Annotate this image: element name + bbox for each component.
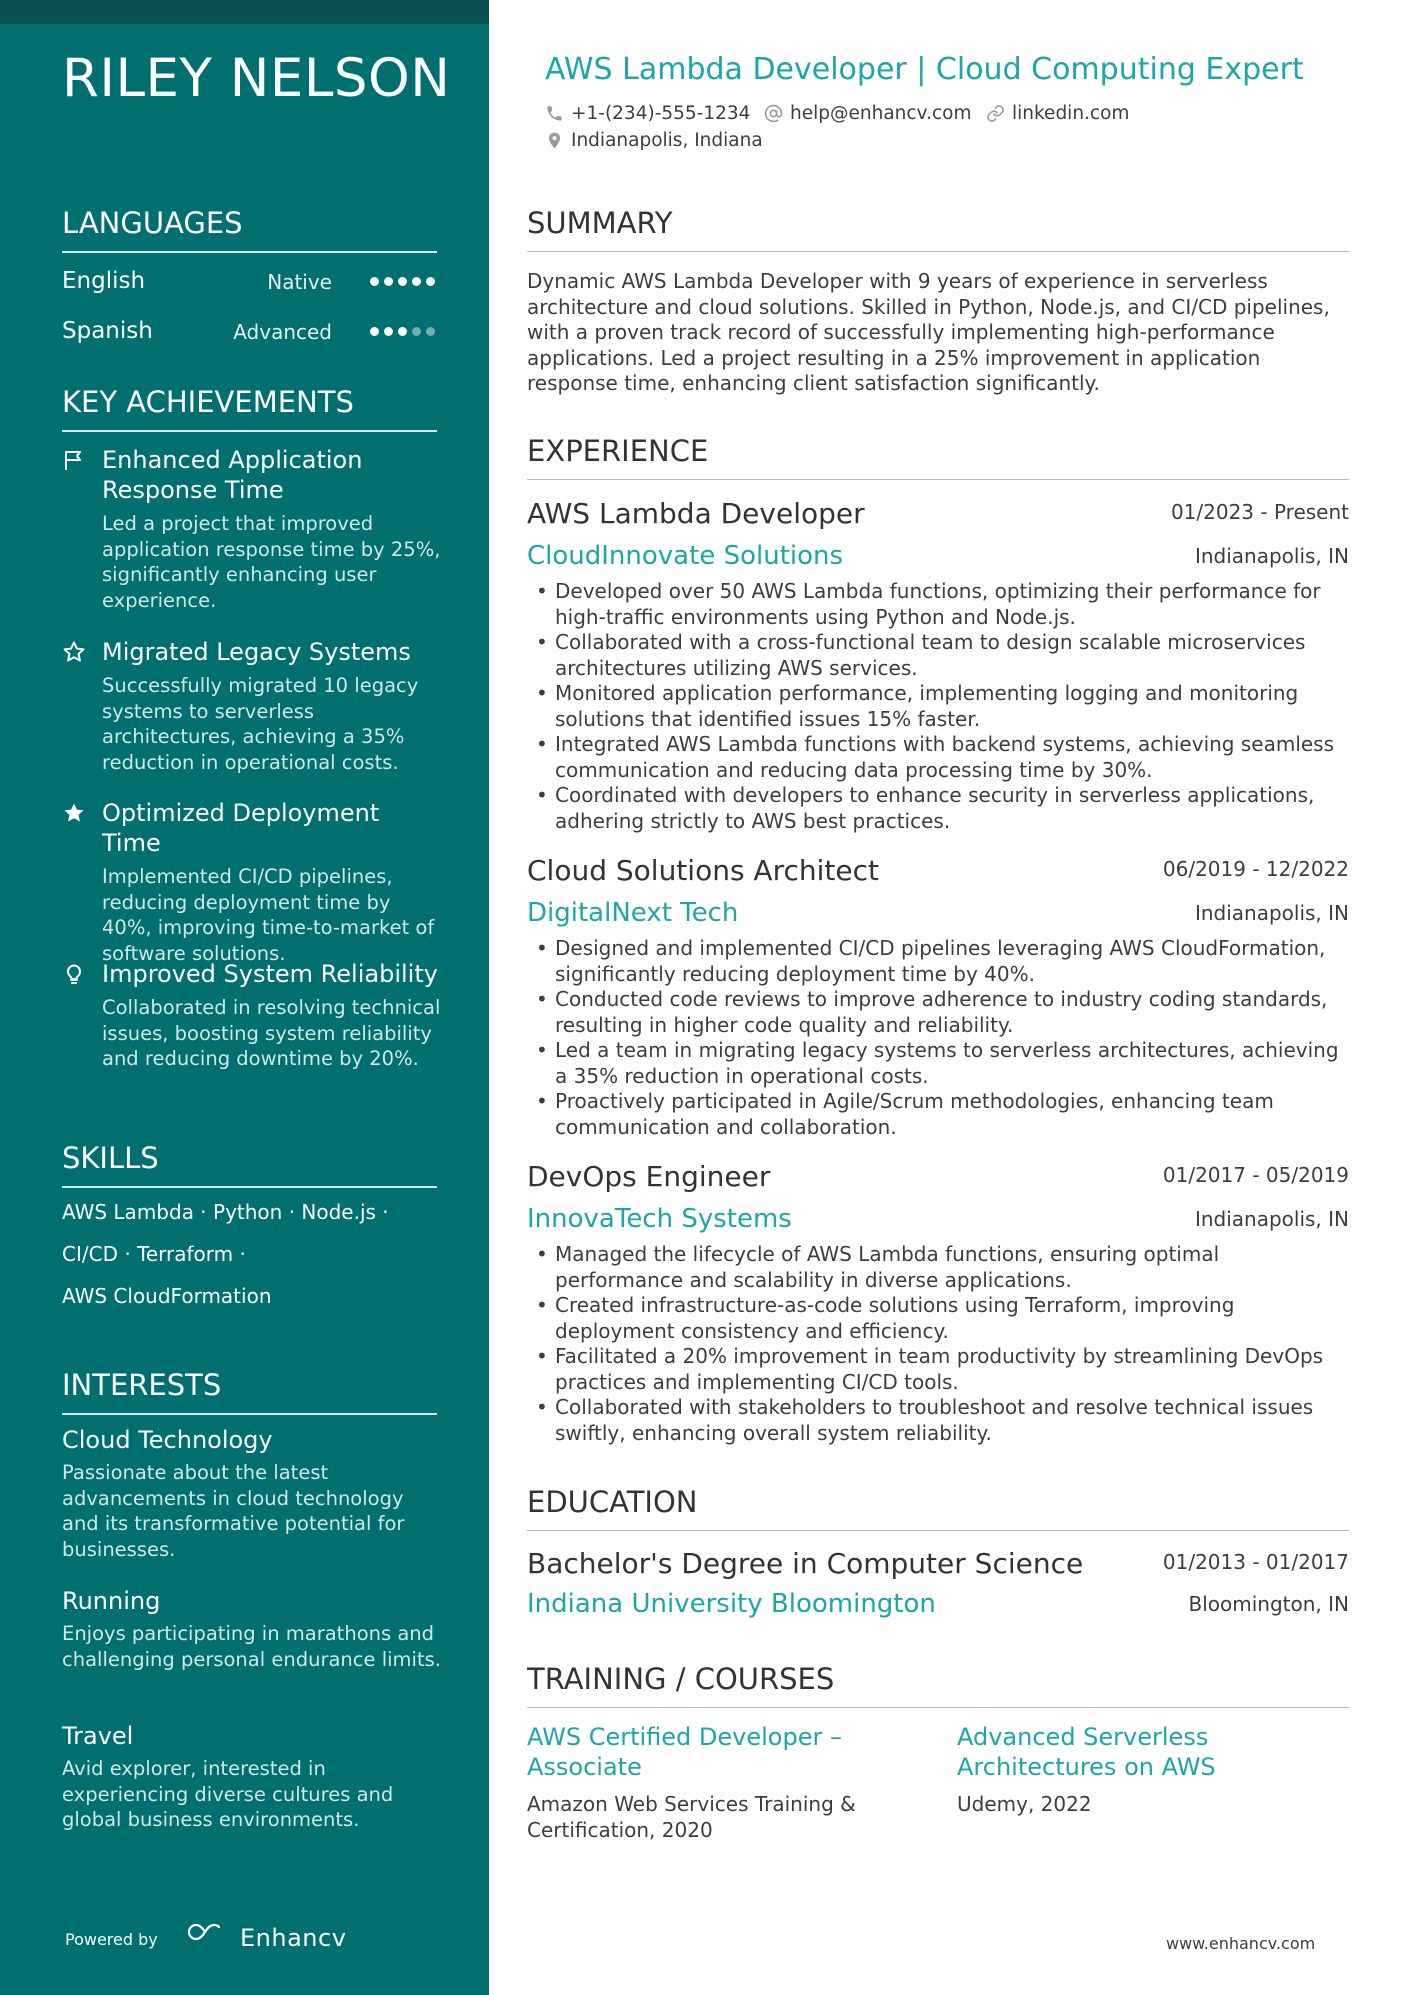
phone-icon (545, 104, 564, 123)
linkedin-text[interactable]: linkedin.com (1012, 103, 1130, 124)
contact-location (545, 130, 763, 151)
job-company: DigitalNext Tech (527, 898, 739, 928)
school-name: Indiana University Bloomington (527, 1589, 936, 1619)
job-bullet: • Managed the lifecycle of AWS Lambda functions, ensuring optimal performance and scalability in diverse applications. (527, 1242, 1349, 1293)
footer-website[interactable]: www.enhancv.com (1166, 1934, 1316, 1953)
sidebar-top-bar (0, 0, 489, 24)
link-icon (986, 104, 1005, 123)
job-bullets (527, 936, 1349, 1140)
phone-text: +1-(234)-555-1234 (571, 103, 751, 124)
job-company: CloudInnovate Solutions (527, 541, 844, 571)
language-name: Spanish (62, 318, 153, 344)
interest-item (62, 1425, 442, 1562)
interest-description: Avid explorer, interested in experiencing diverse cultures and global business environments. (62, 1757, 394, 1831)
interest-item (62, 1721, 442, 1833)
interest-title: Travel (62, 1722, 134, 1750)
job-location: Indianapolis, IN (1194, 544, 1349, 568)
achievement-title: Enhanced Application Response Time (102, 446, 363, 504)
course-provider: Udemy, 2022 (957, 1792, 1092, 1816)
achievement-item (62, 637, 442, 775)
summary-heading: SUMMARY (527, 206, 1349, 252)
location-pin-icon (545, 131, 564, 150)
rating-dot (398, 327, 407, 336)
rating-dot (412, 277, 421, 286)
skills-line: AWS CloudFormation (62, 1284, 272, 1308)
job-bullet: • Monitored application performance, implementing logging and monitoring solutions that identified issues 15% faster. (527, 681, 1349, 732)
rating-dot (426, 327, 435, 336)
achievement-description: Successfully migrated 10 legacy systems to serverless architectures, achieving a 35% reduction in operational costs. (102, 674, 419, 774)
course-title: Advanced Serverless Architectures on AWS (957, 1723, 1216, 1781)
education-heading: EDUCATION (527, 1485, 1349, 1531)
achievement-item (62, 959, 442, 1072)
language-row (62, 318, 437, 348)
job-bullet: • Coordinated with developers to enhance security in serverless applications, adhering strictly to AWS best practices. (527, 783, 1349, 834)
rating-dot (426, 277, 435, 286)
candidate-name: RILEY NELSON (62, 48, 451, 109)
job-dates: 01/2023 - Present (1170, 500, 1349, 524)
sidebar (0, 0, 489, 1995)
course-provider: Amazon Web Services Training & Certification, 2020 (527, 1792, 856, 1842)
enhancv-logo-icon[interactable] (185, 1920, 225, 1944)
contact-email[interactable] (764, 103, 971, 124)
experience-heading: EXPERIENCE (527, 434, 1349, 480)
achievement-description: Implemented CI/CD pipelines, reducing deployment time by 40%, improving time-to-market of software solutions. (102, 865, 435, 965)
flag-icon (62, 448, 86, 472)
course-item (527, 1722, 867, 1843)
achievement-item (62, 798, 442, 966)
degree-title: Bachelor's Degree in Computer Science (527, 1547, 1084, 1580)
rating-dot (370, 327, 379, 336)
interest-title: Cloud Technology (62, 1426, 273, 1454)
job-bullet: • Collaborated with a cross-functional team to design scalable microservices architectures utilizing AWS services. (527, 630, 1349, 681)
contact-phone (545, 103, 750, 124)
skills-line: AWS Lambda · Python · Node.js · (62, 1200, 389, 1224)
interest-description: Passionate about the latest advancements in cloud technology and its transformative potential for businesses. (62, 1461, 405, 1561)
summary-text: Dynamic AWS Lambda Developer with 9 years of experience in serverless architecture and cloud solutions. Skilled in Python, Node.js, and CI/CD pipelines, with a proven track record of successfully implementing high-performance applications. Led a project resulting in a 25% improvement in application response time, enhancing client satisfaction significantly. (527, 269, 1330, 395)
rating-dot (384, 327, 393, 336)
job-company: InnovaTech Systems (527, 1204, 792, 1234)
achievement-title: Improved System Reliability (102, 960, 438, 988)
star-filled-icon (62, 801, 86, 825)
course-item (957, 1722, 1297, 1818)
course-title: AWS Certified Developer – Associate (527, 1723, 842, 1781)
language-level: Native (267, 270, 332, 294)
job-bullet: • Collaborated with stakeholders to troubleshoot and resolve technical issues swiftly, enhancing overall system reliability. (527, 1395, 1349, 1446)
headline: AWS Lambda Developer | Cloud Computing Expert (545, 52, 1304, 87)
education-location: Bloomington, IN (1188, 1592, 1349, 1616)
interest-description: Enjoys participating in marathons and challenging personal endurance limits. (62, 1622, 441, 1671)
powered-by-label: Powered by (65, 1930, 158, 1949)
skills-line: CI/CD · Terraform · (62, 1242, 246, 1266)
job-location: Indianapolis, IN (1194, 1207, 1349, 1231)
language-name: English (62, 268, 146, 294)
rating-dot (384, 277, 393, 286)
job-dates: 06/2019 - 12/2022 (1162, 857, 1349, 881)
location-text: Indianapolis, Indiana (571, 130, 763, 151)
job-bullet: • Designed and implemented CI/CD pipelines leveraging AWS CloudFormation, significantly reducing deployment time by 40%. (527, 936, 1349, 987)
email-text[interactable]: help@enhancv.com (790, 103, 972, 124)
at-sign-icon (764, 104, 783, 123)
achievements-heading: KEY ACHIEVEMENTS (62, 385, 437, 432)
job-dates: 01/2017 - 05/2019 (1162, 1163, 1349, 1187)
training-heading: TRAINING / COURSES (527, 1662, 1349, 1708)
job-bullet: • Proactively participated in Agile/Scrum methodologies, enhancing team communication and collaboration. (527, 1089, 1349, 1140)
job-bullet: • Led a team in migrating legacy systems to serverless architectures, achieving a 35% reduction in operational costs. (527, 1038, 1349, 1089)
education-dates: 01/2013 - 01/2017 (1162, 1550, 1349, 1574)
job-bullets (527, 1242, 1349, 1446)
achievement-title: Migrated Legacy Systems (102, 638, 411, 666)
contact-linkedin[interactable] (986, 103, 1129, 124)
job-bullet: • Developed over 50 AWS Lambda functions, optimizing their performance for high-traffic environments using Python and Node.js. (527, 579, 1349, 630)
interests-heading: INTERESTS (62, 1368, 437, 1415)
job-bullet: • Integrated AWS Lambda functions with backend systems, achieving seamless communication and reducing data processing time by 30%. (527, 732, 1349, 783)
job-bullet: • Conducted code reviews to improve adherence to industry coding standards, resulting in higher code quality and reliability. (527, 987, 1349, 1038)
interest-title: Running (62, 1587, 161, 1615)
job-title: AWS Lambda Developer (527, 497, 865, 530)
language-row (62, 268, 437, 298)
languages-heading: LANGUAGES (62, 206, 437, 253)
achievement-description: Collaborated in resolving technical issues, boosting system reliability and reducing downtime by 20%. (102, 996, 441, 1070)
star-outline-icon (62, 640, 86, 664)
language-rating (370, 277, 435, 286)
job-bullets (527, 579, 1349, 834)
job-bullet: • Facilitated a 20% improvement in team productivity by streamlining DevOps practices and implementing CI/CD tools. (527, 1344, 1349, 1395)
achievement-description: Led a project that improved application response time by 25%, significantly enhancing user experience. (102, 512, 441, 612)
language-level: Advanced (233, 320, 332, 344)
language-rating (370, 327, 435, 336)
rating-dot (370, 277, 379, 286)
achievement-title: Optimized Deployment Time (102, 799, 380, 857)
job-title: Cloud Solutions Architect (527, 854, 879, 887)
achievement-item (62, 445, 442, 613)
lightbulb-icon (62, 962, 86, 986)
rating-dot (412, 327, 421, 336)
job-bullet: • Created infrastructure-as-code solutions using Terraform, improving deployment consistency and efficiency. (527, 1293, 1349, 1344)
rating-dot (398, 277, 407, 286)
enhancv-brand-name[interactable]: Enhancv (240, 1924, 347, 1952)
interest-item (62, 1586, 442, 1672)
skills-heading: SKILLS (62, 1141, 437, 1188)
job-title: DevOps Engineer (527, 1160, 771, 1193)
job-location: Indianapolis, IN (1194, 901, 1349, 925)
